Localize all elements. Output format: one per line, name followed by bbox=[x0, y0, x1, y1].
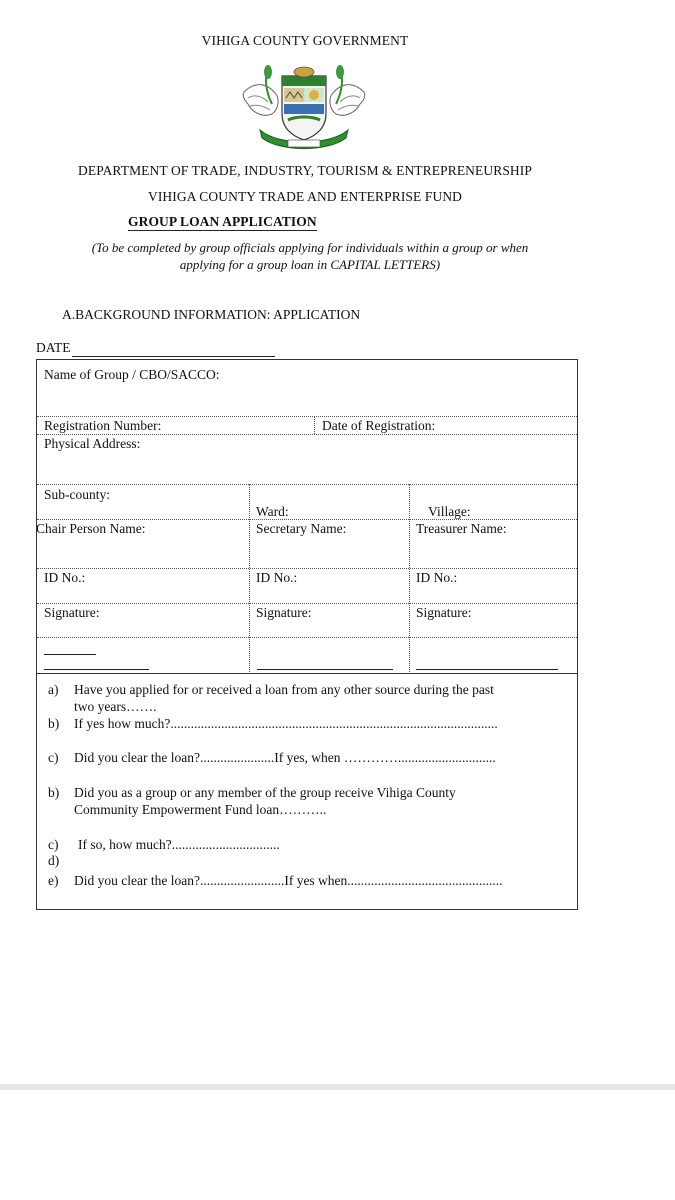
question-c2-key: c) bbox=[48, 837, 59, 852]
registration-number-field[interactable]: Registration Number: bbox=[44, 418, 162, 433]
department-title: DEPARTMENT OF TRADE, INDUSTRY, TOURISM & ENTREPRENEURSHIP bbox=[78, 163, 532, 178]
chair-id-field[interactable]: ID No.: bbox=[44, 570, 86, 585]
chair-signature-line-1[interactable] bbox=[44, 654, 96, 655]
treasurer-name-field[interactable]: Treasurer Name: bbox=[416, 521, 507, 536]
question-b2-key: b) bbox=[48, 785, 60, 800]
date-blank[interactable] bbox=[72, 340, 275, 357]
secretary-signature-line[interactable] bbox=[257, 669, 393, 670]
question-b2-text-line1: Did you as a group or any member of the group receive Vihiga County bbox=[74, 785, 456, 800]
question-d-key: d) bbox=[48, 853, 60, 868]
date-field[interactable] bbox=[36, 340, 275, 357]
form-title-text: GROUP LOAN APPLICATION bbox=[128, 214, 317, 229]
background-info-table bbox=[36, 359, 578, 674]
physical-address-field[interactable]: Physical Address: bbox=[44, 436, 141, 451]
date-of-registration-field[interactable]: Date of Registration: bbox=[322, 418, 436, 433]
question-b-key: b) bbox=[48, 716, 60, 731]
question-c-text[interactable]: Did you clear the loan?......................If yes, when …………............................. bbox=[74, 750, 496, 765]
chair-person-name-field[interactable]: Chair Person Name: bbox=[36, 521, 146, 536]
instruction-note-line1: (To be completed by group officials applying for individuals within a group or when bbox=[91, 240, 529, 255]
question-e-key: e) bbox=[48, 873, 59, 888]
date-label: DATE bbox=[36, 340, 71, 355]
sub-county-field[interactable]: Sub-county: bbox=[44, 487, 110, 502]
question-e-text[interactable]: Did you clear the loan?.........................If yes when.............................................. bbox=[74, 873, 503, 888]
group-name-field[interactable]: Name of Group / CBO/SACCO: bbox=[44, 367, 220, 382]
ward-field[interactable]: Ward: bbox=[256, 504, 289, 519]
county-emblem bbox=[238, 58, 370, 150]
fund-title: VIHIGA COUNTY TRADE AND ENTERPRISE FUND bbox=[147, 189, 463, 204]
village-field[interactable]: Village: bbox=[428, 504, 471, 519]
county-coat-of-arms-icon bbox=[238, 58, 370, 150]
question-a-text-line1: Have you applied for or received a loan from any other source during the past bbox=[74, 682, 494, 697]
treasurer-id-field[interactable]: ID No.: bbox=[416, 570, 458, 585]
question-b2-text-line2[interactable]: Community Empowerment Fund loan……….. bbox=[74, 802, 327, 817]
chair-signature-field[interactable]: Signature: bbox=[44, 605, 100, 620]
treasurer-signature-line[interactable] bbox=[416, 669, 558, 670]
form-title bbox=[128, 214, 317, 231]
treasurer-signature-field[interactable]: Signature: bbox=[416, 605, 472, 620]
question-c-key: c) bbox=[48, 750, 59, 765]
page-separator bbox=[0, 1084, 675, 1090]
chair-signature-line-2[interactable] bbox=[44, 669, 149, 670]
question-a-key: a) bbox=[48, 682, 59, 697]
secretary-signature-field[interactable]: Signature: bbox=[256, 605, 312, 620]
county-title: VIHIGA COUNTY GOVERNMENT bbox=[201, 33, 409, 48]
question-c2-text[interactable]: If so, how much?................................ bbox=[78, 837, 280, 852]
secretary-id-field[interactable]: ID No.: bbox=[256, 570, 298, 585]
secretary-name-field[interactable]: Secretary Name: bbox=[256, 521, 347, 536]
question-a-text-line2[interactable]: two years……. bbox=[74, 699, 157, 714]
instruction-note-line2: applying for a group loan in CAPITAL LETTERS) bbox=[179, 257, 441, 272]
question-b-text[interactable]: If yes how much?................................................................................................. bbox=[74, 716, 498, 731]
section-a-title: A.BACKGROUND INFORMATION: APPLICATION bbox=[62, 307, 361, 322]
